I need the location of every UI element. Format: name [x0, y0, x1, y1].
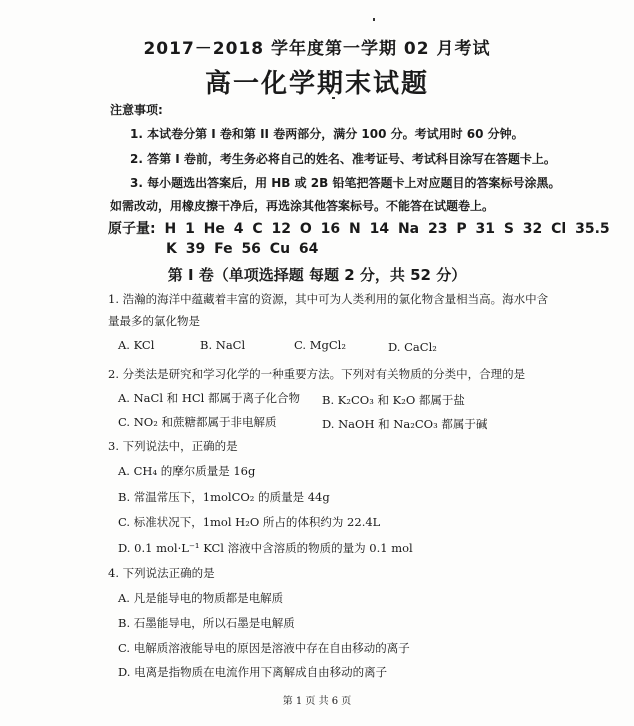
option-d: D. NaOH 和 Na₂CO₃ 都属于碱: [322, 417, 488, 431]
scan-speck: [373, 18, 375, 21]
option-b: B. 常温常压下，1molCO₂ 的质量是 44g: [118, 490, 330, 504]
question-stem: 2. 分类法是研究和学习化学的一种重要方法。下列对有关物质的分类中，合理的是: [108, 367, 526, 381]
option-c: C. 标准状况下，1mol H₂O 所占的体积约为 22.4L: [118, 515, 381, 529]
option-a: A. CH₄ 的摩尔质量是 16g: [118, 464, 256, 478]
notice-heading: 注意事项:: [110, 103, 163, 117]
option-c: C. 电解质溶液能导电的原因是溶液中存在自由移动的离子: [118, 641, 410, 655]
page-footer: 第 1 页 共 6 页: [282, 696, 352, 707]
atomic-mass-line-1: 原子量: H 1 He 4 C 12 O 16 N 14 Na 23 P 31 S 32 Cl 35.5: [108, 221, 610, 237]
question-stem: 1. 浩瀚的海洋中蕴藏着丰富的资源，其中可为人类利用的氯化物含量相当高。海水中含: [108, 292, 549, 306]
option-b: B. K₂CO₃ 和 K₂O 都属于盐: [322, 393, 465, 407]
atomic-mass-line-2: K 39 Fe 56 Cu 64: [166, 241, 319, 257]
exam-title: 2017－2018 学年度第一学期 02 月考试: [143, 39, 491, 59]
notice-item: 2. 答第 I 卷前，考生务必将自己的姓名、准考证号、考试科目涂写在答题卡上。: [130, 152, 556, 166]
option-d: D. 电离是指物质在电流作用下离解成自由移动的离子: [118, 665, 388, 679]
option-d: D. CaCl₂: [388, 340, 437, 354]
option-b: B. 石墨能导电，所以石墨是电解质: [118, 616, 295, 630]
section-title: 第 I 卷（单项选择题 每题 2 分，共 52 分）: [167, 266, 467, 284]
notice-item: 1. 本试卷分第 I 卷和第 II 卷两部分，满分 100 分。考试用时 60 分钟。: [130, 127, 524, 141]
option-a: A. 凡是能导电的物质都是电解质: [118, 591, 284, 605]
option-c: C. MgCl₂: [294, 338, 346, 352]
option-d: D. 0.1 mol·L⁻¹ KCl 溶液中含溶质的物质的量为 0.1 mol: [118, 541, 413, 555]
notice-item: 如需改动，用橡皮擦干净后，再选涂其他答案标号。不能答在试题卷上。: [110, 199, 495, 213]
option-b: B. NaCl: [200, 338, 246, 352]
main-title: 高一化学期末试题: [204, 69, 429, 99]
question-stem: 量最多的氯化物是: [108, 314, 200, 328]
option-c: C. NO₂ 和蔗糖都属于非电解质: [118, 415, 277, 429]
option-a: A. NaCl 和 HCl 都属于离子化合物: [118, 391, 300, 405]
question-stem: 4. 下列说法正确的是: [108, 566, 215, 580]
option-a: A. KCl: [118, 338, 155, 352]
question-stem: 3. 下列说法中，正确的是: [108, 439, 238, 453]
notice-item: 3. 每小题选出答案后，用 HB 或 2B 铅笔把答题卡上对应题目的答案标号涂黑。: [130, 176, 561, 190]
